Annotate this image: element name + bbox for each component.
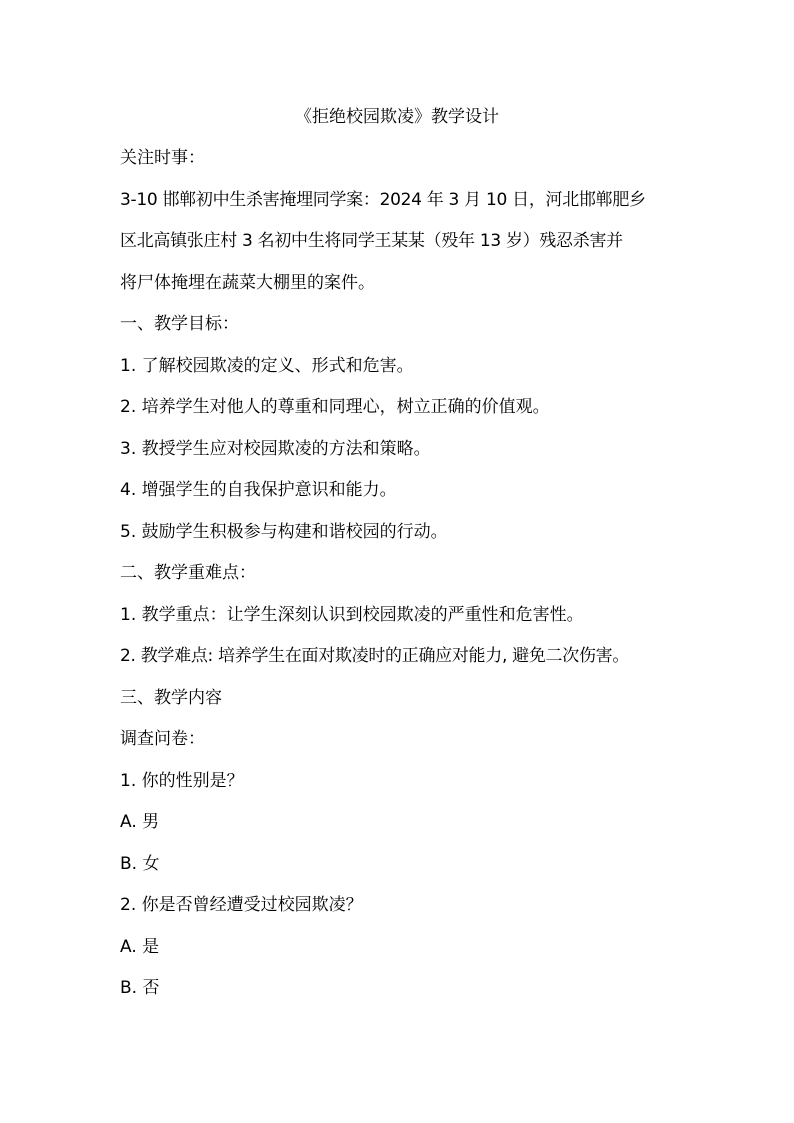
survey-label: 调查问卷： (120, 729, 205, 749)
survey-q1-option-a: A. 男 (120, 812, 160, 832)
key-point-item: 1. 教学重点：让学生深刻认识到校园欺凌的严重性和危害性。 (120, 604, 584, 625)
objective-item-1: 1. 了解校园欺凌的定义、形式和危害。 (120, 355, 414, 376)
objective-item-4: 4. 增强学生的自我保护意识和能力。 (120, 480, 397, 500)
news-paragraph-line-2: 区北高镇张庄村 3 名初中生将同学王某某（殁年 13 岁）残忍杀害并 (120, 231, 623, 251)
objective-item-3: 3. 教授学生应对校园欺凌的方法和策略。 (120, 438, 431, 459)
survey-q2-option-b: B. 否 (120, 978, 160, 998)
difficult-point-item: 2. 教学难点: 培养学生在面对欺凌时的正确应对能力, 避免二次伤害。 (120, 646, 630, 666)
objective-item-2: 2. 培养学生对他人的尊重和同理心，树立正确的价值观。 (120, 397, 550, 417)
section-label-current-events: 关注时事： (120, 148, 205, 168)
heading-teaching-content: 三、教学内容 (120, 687, 222, 708)
news-paragraph-line-1: 3-10 邯郸初中生杀害掩埋同学案：2024 年 3 月 10 日，河北邯郸肥乡 (120, 189, 646, 210)
heading-key-difficult-points: 二、教学重难点： (120, 563, 256, 583)
news-paragraph-line-3: 将尸体掩埋在蔬菜大棚里的案件。 (120, 272, 375, 293)
document-body (120, 144, 680, 1016)
survey-q2-option-a: A. 是 (120, 936, 160, 957)
heading-teaching-objectives: 一、教学目标： (120, 314, 239, 334)
document-title: 《拒绝校园欺凌》教学设计 (295, 107, 499, 127)
survey-question-2: 2. 你是否曾经遭受过校园欺凌？ (120, 895, 363, 915)
objective-item-5: 5. 鼓励学生积极参与构建和谐校园的行动。 (120, 521, 448, 542)
survey-q1-option-b: B. 女 (120, 853, 160, 874)
survey-question-1: 1. 你的性别是？ (120, 770, 244, 791)
